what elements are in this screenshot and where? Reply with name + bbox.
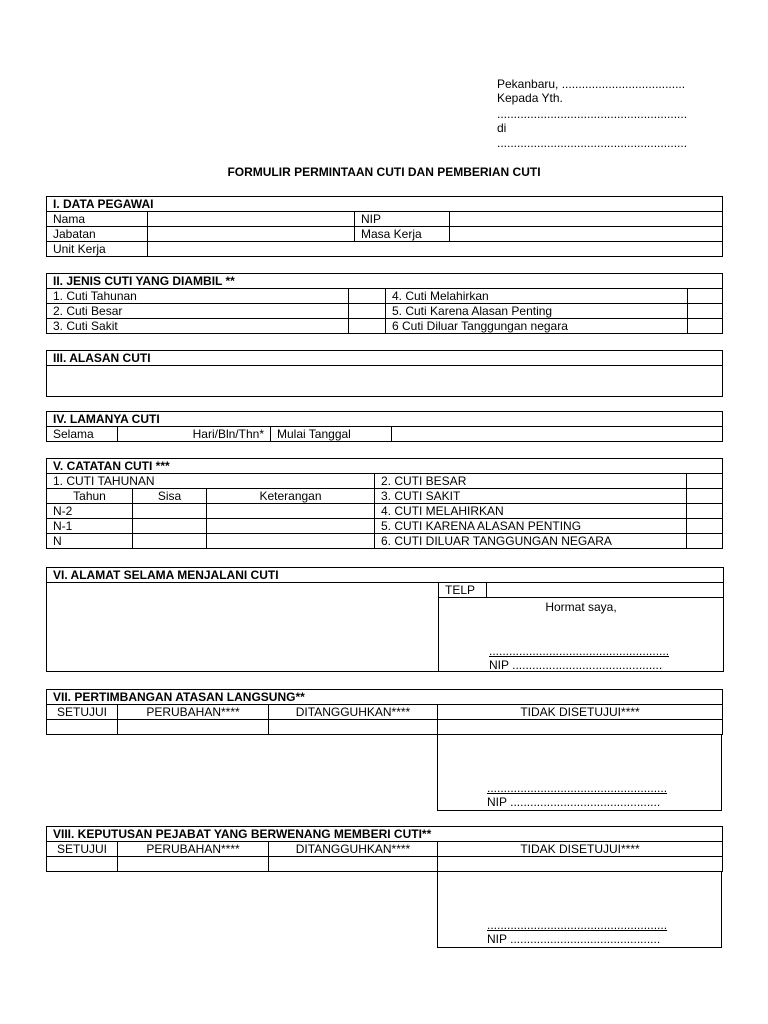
location-line: ......................................................... xyxy=(497,136,688,150)
setujui-field[interactable] xyxy=(47,857,118,872)
jabatan-label: Jabatan xyxy=(47,227,148,242)
leave-type-label: 1. Cuti Tahunan xyxy=(47,289,349,304)
nama-field[interactable] xyxy=(148,212,355,227)
unit-kerja-field[interactable] xyxy=(148,242,723,257)
nip-signature-line: NIP ............................................. xyxy=(487,795,661,809)
section-catatan-cuti xyxy=(46,458,723,549)
form-title: FORMULIR PERMINTAAN CUTI DAN PEMBERIAN CUTI xyxy=(227,165,541,179)
cuti-tahunan-label: 1. CUTI TAHUNAN xyxy=(47,474,375,489)
leave-note-field[interactable] xyxy=(687,474,723,489)
signature-box xyxy=(439,598,724,672)
ditangguhkan-header: DITANGGUHKAN**** xyxy=(269,705,438,720)
sisa-field[interactable] xyxy=(133,534,207,549)
tidak-disetujui-header: TIDAK DISETUJUI**** xyxy=(438,842,723,857)
section-heading: IV. LAMANYA CUTI xyxy=(47,412,723,427)
tidak-disetujui-header: TIDAK DISETUJUI**** xyxy=(438,705,723,720)
leave-type-checkbox[interactable] xyxy=(688,289,723,304)
keterangan-field[interactable] xyxy=(207,504,375,519)
section-heading: VI. ALAMAT SELAMA MENJALANI CUTI xyxy=(47,568,724,583)
leave-note-label: 6. CUTI DILUAR TANGGUNGAN NEGARA xyxy=(375,534,687,549)
hormat-saya-label: Hormat saya, xyxy=(545,600,617,614)
setujui-header: SETUJUI xyxy=(47,705,118,720)
col-sisa-header: Sisa xyxy=(133,489,207,504)
leave-note-label: 3. CUTI SAKIT xyxy=(375,489,687,504)
nama-label: Nama xyxy=(47,212,148,227)
ditangguhkan-header: DITANGGUHKAN**** xyxy=(269,842,438,857)
section-jenis-cuti xyxy=(46,273,723,334)
jabatan-field[interactable] xyxy=(148,227,355,242)
leave-note-label: 4. CUTI MELAHIRKAN xyxy=(375,504,687,519)
leave-type-label: 2. Cuti Besar xyxy=(47,304,349,319)
leave-type-label: 4. Cuti Melahirkan xyxy=(386,289,688,304)
setujui-field[interactable] xyxy=(47,720,118,735)
leave-type-checkbox[interactable] xyxy=(688,304,723,319)
nip-signature-line: NIP ............................................. xyxy=(487,932,661,946)
leave-type-checkbox[interactable] xyxy=(349,319,386,334)
leave-note-label: 5. CUTI KARENA ALASAN PENTING xyxy=(375,519,687,534)
leave-note-field[interactable] xyxy=(687,504,723,519)
year-label: N xyxy=(47,534,133,549)
section-pertimbangan-atasan xyxy=(46,689,723,735)
duration-unit-label: Hari/Bln/Thn* xyxy=(118,427,271,442)
ditangguhkan-field[interactable] xyxy=(269,857,438,872)
leave-note-field[interactable] xyxy=(687,519,723,534)
recipient-line: ......................................................... xyxy=(497,107,688,121)
leave-type-label: 6 Cuti Diluar Tanggungan negara xyxy=(386,319,688,334)
unit-kerja-label: Unit Kerja xyxy=(47,242,148,257)
signature-line: ...................................................... xyxy=(487,781,668,795)
section-heading: III. ALASAN CUTI xyxy=(47,351,723,366)
leave-type-checkbox[interactable] xyxy=(349,304,386,319)
tidak-disetujui-field[interactable] xyxy=(438,720,723,735)
section-heading: VII. PERTIMBANGAN ATASAN LANGSUNG** xyxy=(47,690,723,705)
year-label: N-1 xyxy=(47,519,133,534)
selama-label: Selama xyxy=(47,427,118,442)
sisa-field[interactable] xyxy=(133,519,207,534)
masa-kerja-label: Masa Kerja xyxy=(355,227,450,242)
nip-label: NIP xyxy=(355,212,450,227)
tidak-disetujui-field[interactable] xyxy=(438,857,723,872)
section-heading: I. DATA PEGAWAI xyxy=(47,197,723,212)
year-label: N-2 xyxy=(47,504,133,519)
place-date: Pekanbaru, ..................................... xyxy=(497,77,686,91)
telp-label: TELP xyxy=(439,583,487,598)
keterangan-field[interactable] xyxy=(207,519,375,534)
alamat-field[interactable] xyxy=(47,583,439,672)
leave-type-label: 5. Cuti Karena Alasan Penting xyxy=(386,304,688,319)
recipient-label: Kepada Yth. xyxy=(497,91,563,105)
col-keterangan-header: Keterangan xyxy=(207,489,375,504)
mulai-tanggal-field[interactable] xyxy=(392,427,723,442)
telp-field[interactable] xyxy=(487,583,724,598)
section-heading: VIII. KEPUTUSAN PEJABAT YANG BERWENANG MEMBERI CUTI** xyxy=(47,827,723,842)
keterangan-field[interactable] xyxy=(207,534,375,549)
signature-line: ...................................................... xyxy=(489,644,670,658)
perubahan-header: PERUBAHAN**** xyxy=(118,705,269,720)
leave-note-field[interactable] xyxy=(687,489,723,504)
mulai-tanggal-label: Mulai Tanggal xyxy=(271,427,392,442)
ditangguhkan-field[interactable] xyxy=(269,720,438,735)
section-alasan-cuti xyxy=(46,350,723,397)
perubahan-field[interactable] xyxy=(118,857,269,872)
leave-type-checkbox[interactable] xyxy=(688,319,723,334)
nip-field[interactable] xyxy=(450,212,723,227)
perubahan-field[interactable] xyxy=(118,720,269,735)
perubahan-header: PERUBAHAN**** xyxy=(118,842,269,857)
section-heading: II. JENIS CUTI YANG DIAMBIL ** xyxy=(47,274,723,289)
leave-note-field[interactable] xyxy=(687,534,723,549)
section-heading: V. CATATAN CUTI *** xyxy=(47,459,723,474)
setujui-header: SETUJUI xyxy=(47,842,118,857)
section-lamanya-cuti xyxy=(46,411,723,442)
section-alamat-cuti xyxy=(46,567,724,672)
alasan-field[interactable] xyxy=(47,366,723,397)
nip-signature-line: NIP ............................................. xyxy=(489,658,663,672)
leave-type-checkbox[interactable] xyxy=(349,289,386,304)
section-keputusan-pejabat xyxy=(46,826,723,872)
sisa-field[interactable] xyxy=(133,504,207,519)
leave-note-label: 2. CUTI BESAR xyxy=(375,474,687,489)
section-data-pegawai xyxy=(46,196,723,257)
col-tahun-header: Tahun xyxy=(47,489,133,504)
masa-kerja-field[interactable] xyxy=(450,227,723,242)
location-label: di xyxy=(497,121,507,135)
signature-line: ...................................................... xyxy=(487,918,668,932)
leave-type-label: 3. Cuti Sakit xyxy=(47,319,349,334)
